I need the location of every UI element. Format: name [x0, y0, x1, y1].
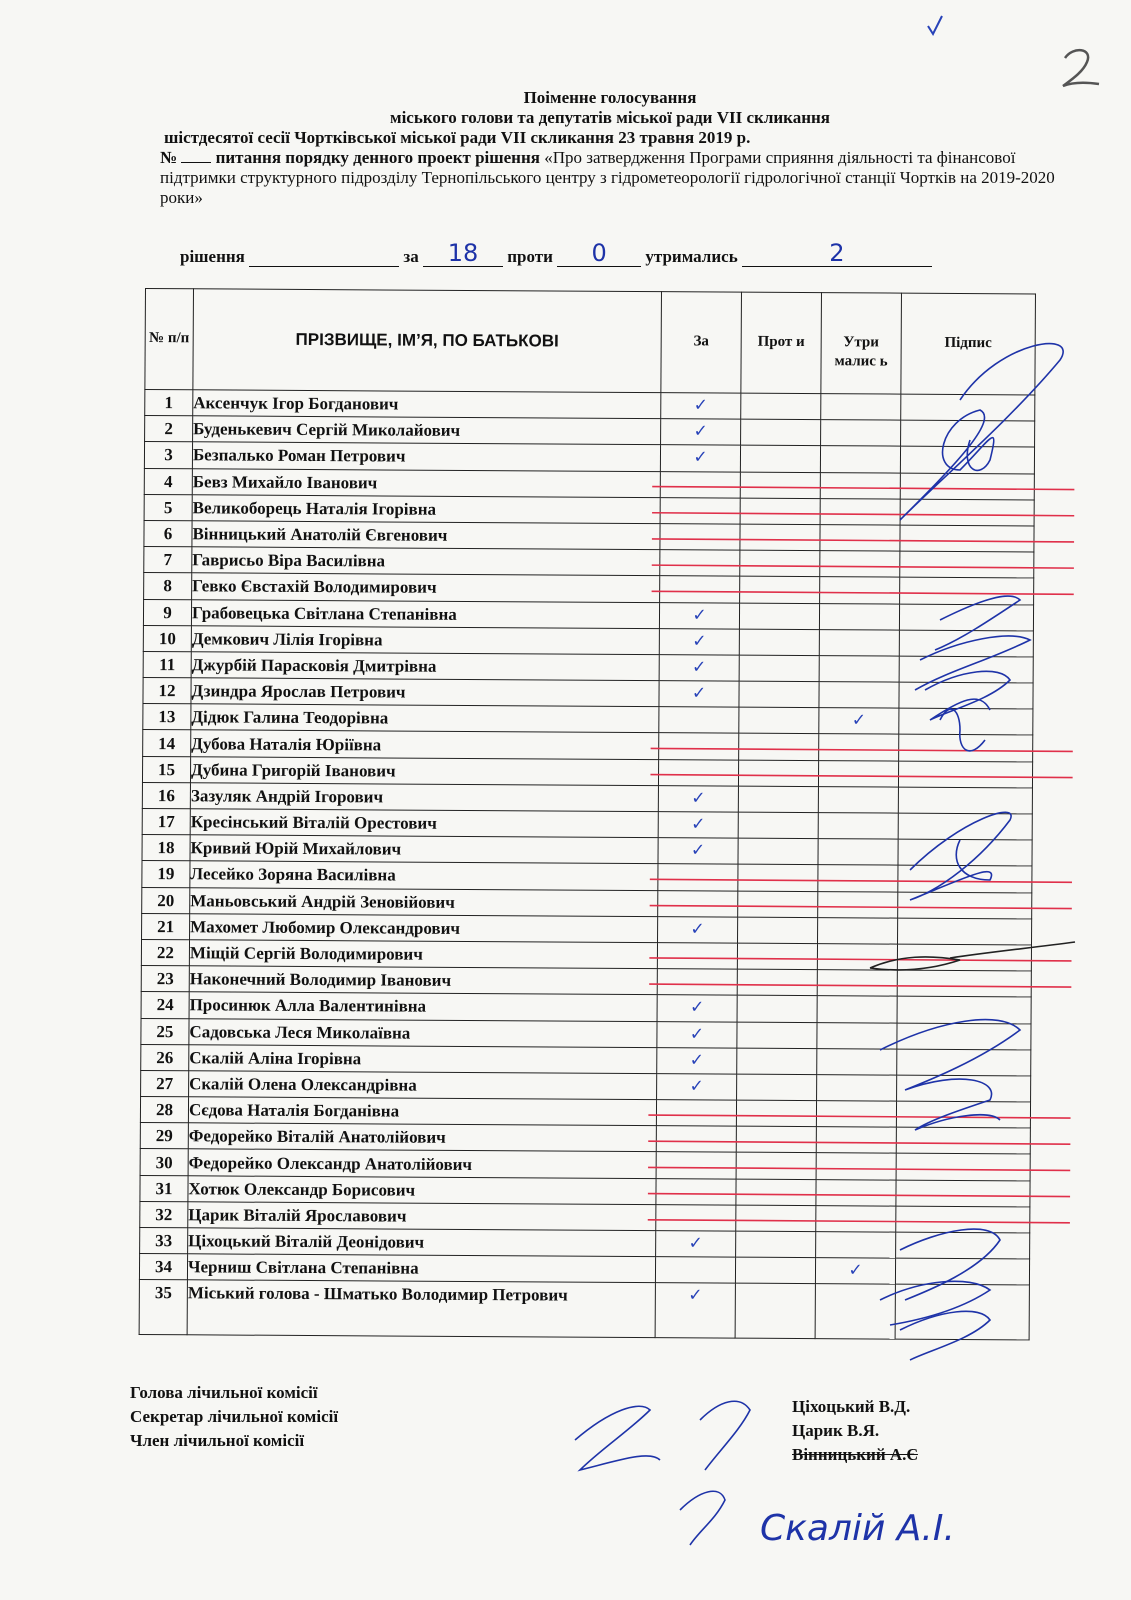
vote-against-cell: [738, 838, 818, 865]
signature-cell: [900, 446, 1034, 473]
row-number: 13: [143, 704, 191, 730]
vote-against-cell: [740, 524, 820, 551]
row-name: Скалій Аліна Ігорівна: [189, 1044, 657, 1073]
header-signature: Підпис: [901, 293, 1036, 395]
vote-against-cell: [741, 419, 821, 446]
vote-abstained-cell: [821, 394, 901, 421]
header-number: № п/п: [145, 289, 194, 390]
vote-against-cell: [739, 681, 819, 708]
against-label: проти: [507, 247, 553, 266]
vote-against-cell: [739, 734, 819, 761]
counting-commission-roles: [130, 1381, 338, 1453]
vote-abstained-cell: [819, 629, 899, 656]
vote-for-cell: ✓: [657, 995, 737, 1022]
issue-bold-text: питання порядку денного проект рішення: [215, 148, 540, 167]
for-count: 18: [423, 240, 503, 267]
row-number: 16: [142, 782, 190, 808]
row-number: 26: [141, 1044, 189, 1070]
vote-for-cell: [660, 524, 740, 551]
vote-for-cell: [656, 1100, 736, 1127]
counting-commission-names: [792, 1395, 918, 1467]
vote-abstained-cell: [818, 813, 898, 840]
vote-for-cell: [658, 864, 738, 891]
vote-for-cell: ✓: [657, 1047, 737, 1074]
role-chair: Голова лічильної комісії: [130, 1383, 318, 1402]
row-number: 11: [143, 651, 191, 677]
check-icon: [925, 14, 945, 38]
vote-against-cell: [738, 786, 818, 813]
row-number: 35: [139, 1280, 187, 1335]
signature-cell: [897, 970, 1031, 997]
row-name: Кривий Юрій Михайлович: [190, 835, 658, 864]
vote-against-cell: [740, 576, 820, 603]
signature-cell: [899, 604, 1033, 631]
vote-against-cell: [736, 1126, 816, 1153]
signature-cell: [897, 944, 1031, 971]
row-name: Дзиндра Ярослав Петрович: [191, 678, 659, 707]
vote-for-cell: ✓: [656, 1231, 736, 1258]
page-number: [1055, 42, 1105, 92]
row-name: Махомет Любомир Олександрович: [190, 914, 658, 943]
signature-cell: [896, 1127, 1030, 1154]
signature-cell: [898, 892, 1032, 919]
page-number-glyph: [1055, 42, 1105, 92]
signature-cell: [899, 682, 1033, 709]
vote-abstained-cell: [819, 734, 899, 761]
vote-against-cell: [739, 707, 819, 734]
vote-for-cell: [660, 576, 740, 603]
signature-cell: [898, 865, 1032, 892]
signature-cell: [897, 1049, 1031, 1076]
vote-for-cell: ✓: [659, 655, 739, 682]
name-secretary: Царик В.Я.: [792, 1421, 880, 1440]
row-number: 6: [144, 520, 192, 546]
row-number: 32: [140, 1201, 188, 1227]
row-number: 17: [142, 808, 190, 834]
vote-against-cell: [739, 603, 819, 630]
vote-abstained-cell: [820, 577, 900, 604]
vote-for-cell: [660, 550, 740, 577]
vote-abstained-cell: [818, 917, 898, 944]
vote-abstained-cell: [818, 891, 898, 918]
row-number: 22: [141, 939, 189, 965]
row-number: 12: [143, 678, 191, 704]
signature-cell: [897, 1075, 1031, 1102]
signature-footer-1: [575, 1406, 660, 1470]
signature-cell: [896, 1232, 1030, 1259]
vote-against-cell: [736, 1100, 816, 1127]
row-name: Великоборець Наталія Ігорівна: [192, 495, 660, 524]
row-name: Наконечний Володимир Іванович: [189, 966, 657, 995]
vote-against-cell: [738, 812, 818, 839]
row-name: Джурбій Парасковія Дмитрівна: [191, 652, 659, 681]
row-number: 3: [144, 442, 192, 468]
name-member: Вінницький А.Є: [792, 1445, 918, 1464]
header-name: ПРІЗВИЩЕ, ІМ’Я, ПО БАТЬКОВІ: [193, 289, 662, 393]
table-row: [139, 1280, 1029, 1340]
row-name: Ціхоцький Віталій Деонідович: [188, 1228, 656, 1257]
row-name: Маньовський Андрій Зеновійович: [190, 887, 658, 916]
abstained-label: утримались: [645, 247, 738, 266]
vote-abstained-cell: [821, 420, 901, 447]
row-name: Гевко Євстахій Володимирович: [192, 573, 660, 602]
vote-against-cell: [736, 1205, 816, 1232]
signature-cell: [899, 656, 1033, 683]
row-number: 2: [145, 416, 193, 442]
vote-abstained-cell: [819, 656, 899, 683]
vote-abstained-cell: [816, 1101, 896, 1128]
row-number: 24: [141, 992, 189, 1018]
row-name: Хотюк Олександр Борисович: [188, 1175, 656, 1204]
issue-number-blank: [181, 148, 211, 163]
vote-for-cell: [655, 1257, 735, 1284]
vote-abstained-cell: [818, 786, 898, 813]
vote-against-cell: [738, 917, 818, 944]
header-for: За: [661, 292, 742, 393]
row-name: Федорейко Віталій Анатолійович: [188, 1123, 656, 1152]
vote-against-cell: [736, 1179, 816, 1206]
vote-abstained-cell: [820, 498, 900, 525]
vote-abstained-cell: [820, 525, 900, 552]
vote-for-cell: [657, 943, 737, 970]
signature-cell: [900, 473, 1034, 500]
row-name: Демкович Лілія Ігорівна: [191, 625, 659, 654]
document-header: [160, 88, 1060, 208]
row-number: 31: [140, 1175, 188, 1201]
vote-against-cell: [737, 995, 817, 1022]
signature-cell: [895, 1258, 1029, 1285]
vote-for-cell: ✓: [659, 681, 739, 708]
row-name: Вінницький Анатолій Євгенович: [192, 521, 660, 550]
row-name: Дубина Григорій Іванович: [190, 756, 658, 785]
issue-number-label: №: [160, 148, 178, 167]
row-number: 10: [143, 625, 191, 651]
abstained-count: 2: [742, 240, 932, 267]
vote-against-cell: [737, 1074, 817, 1101]
vote-abstained-cell: [816, 1153, 896, 1180]
vote-against-cell: [740, 550, 820, 577]
row-number: 28: [140, 1097, 188, 1123]
row-name: Дідюк Галина Теодорівна: [191, 704, 659, 733]
signature-cell: [896, 1154, 1030, 1181]
row-number: 21: [142, 913, 190, 939]
row-name: Міщій Сергій Володимирович: [189, 940, 657, 969]
vote-against-cell: [740, 498, 820, 525]
signature-cell: [899, 735, 1033, 762]
vote-abstained-cell: [819, 682, 899, 709]
row-number: 25: [141, 1018, 189, 1044]
vote-against-cell: [735, 1284, 815, 1339]
signature-cell: [901, 394, 1035, 421]
vote-for-cell: ✓: [659, 602, 739, 629]
signature-cell: [898, 839, 1032, 866]
voting-table: [139, 288, 1036, 1341]
vote-against-cell: [736, 1153, 816, 1180]
signature-footer-3: [680, 1491, 725, 1545]
header-abstained: Утри малис ь: [821, 293, 902, 394]
signature-cell: [900, 525, 1034, 552]
row-name: Дубова Наталія Юріївна: [191, 730, 659, 759]
signature-cell: [898, 761, 1032, 788]
signature-cell: [901, 420, 1035, 447]
row-number: 20: [142, 887, 190, 913]
row-name: Царик Віталій Ярославович: [188, 1202, 656, 1231]
vote-for-cell: ✓: [658, 785, 738, 812]
vote-for-cell: [660, 497, 740, 524]
signature-cell: [899, 630, 1033, 657]
signature-cell: [898, 918, 1032, 945]
vote-for-cell: ✓: [655, 1283, 735, 1338]
vote-abstained-cell: [816, 1127, 896, 1154]
row-name: Кресінський Віталій Орестович: [190, 809, 658, 838]
vote-for-cell: [656, 1204, 736, 1231]
row-number: 4: [144, 468, 192, 494]
vote-for-cell: ✓: [659, 628, 739, 655]
vote-for-cell: [657, 969, 737, 996]
signature-cell: [898, 813, 1032, 840]
vote-abstained-cell: [817, 970, 897, 997]
row-name: Гаврисьо Віра Василівна: [192, 547, 660, 576]
decision-blank: [249, 240, 399, 267]
vote-for-cell: [656, 1126, 736, 1153]
row-number: 7: [144, 547, 192, 573]
signature-footer-2: [700, 1401, 750, 1470]
vote-for-cell: [659, 733, 739, 760]
vote-against-cell: [741, 393, 821, 420]
row-name: Бевз Михайло Іванович: [192, 468, 660, 497]
vote-abstained-cell: [818, 839, 898, 866]
row-number: 29: [140, 1123, 188, 1149]
vote-abstained-cell: [815, 1284, 895, 1339]
vote-abstained-cell: [816, 1179, 896, 1206]
issue-text: «Про затвердження Програми сприяння діяльності та фінансової підтримки структурного підрозділу Тернопільського центру з гідрометеорології гідрологічної станції Чортків на 2019-2020 роки»: [160, 148, 1055, 207]
vote-for-cell: ✓: [661, 393, 741, 420]
vote-abstained-cell: [817, 944, 897, 971]
signature-cell: [897, 996, 1031, 1023]
table-header-row: [145, 289, 1036, 395]
row-number: 9: [143, 599, 191, 625]
row-number: 34: [139, 1254, 187, 1280]
for-label: за: [403, 247, 419, 266]
vote-for-cell: ✓: [658, 838, 738, 865]
row-number: 33: [140, 1227, 188, 1253]
row-number: 8: [144, 573, 192, 599]
vote-abstained-cell: ✓: [819, 708, 899, 735]
vote-against-cell: [739, 629, 819, 656]
header-line-2: шістдесятої сесії Чортківської міської ради VII скликання 23 травня 2019 р.: [164, 128, 751, 147]
vote-abstained-cell: [816, 1205, 896, 1232]
issue-description: [160, 148, 1060, 208]
corner-tick-mark: [925, 14, 945, 38]
vote-for-cell: ✓: [657, 1021, 737, 1048]
signature-cell: [899, 708, 1033, 735]
vote-for-cell: ✓: [661, 419, 741, 446]
decision-label: рішення: [180, 247, 245, 266]
signature-cell: [900, 551, 1034, 578]
header-line-1: міського голови та депутатів міської ради VII скликання: [390, 108, 830, 127]
row-name: Грабовецька Світлана Степанівна: [191, 599, 659, 628]
vote-result-line: [180, 240, 932, 267]
vote-abstained-cell: [817, 996, 897, 1023]
vote-abstained-cell: [818, 760, 898, 787]
vote-for-cell: ✓: [657, 1074, 737, 1101]
table-body: [139, 390, 1035, 1341]
vote-abstained-cell: [819, 603, 899, 630]
row-number: 27: [141, 1070, 189, 1096]
vote-for-cell: [656, 1152, 736, 1179]
vote-for-cell: [656, 1178, 736, 1205]
row-name: Буденькевич Сергій Миколайович: [193, 416, 661, 445]
vote-abstained-cell: [820, 446, 900, 473]
row-number: 1: [145, 390, 193, 416]
vote-abstained-cell: [820, 551, 900, 578]
handwritten-footer-note: Скалій А.І.: [760, 1508, 955, 1549]
vote-against-cell: [740, 472, 820, 499]
vote-against-cell: [738, 865, 818, 892]
row-number: 30: [140, 1149, 188, 1175]
vote-for-cell: [658, 890, 738, 917]
row-name: Садовська Леся Миколаївна: [189, 1018, 657, 1047]
vote-for-cell: [659, 707, 739, 734]
vote-against-cell: [737, 1048, 817, 1075]
signature-cell: [900, 499, 1034, 526]
vote-abstained-cell: [817, 1074, 897, 1101]
signature-cell: [896, 1206, 1030, 1233]
row-number: 14: [143, 730, 191, 756]
vote-abstained-cell: [818, 865, 898, 892]
signature-cell: [895, 1284, 1029, 1340]
signature-cell: [897, 1023, 1031, 1050]
header-against: Прот и: [741, 292, 822, 393]
row-number: 18: [142, 835, 190, 861]
vote-against-cell: [738, 760, 818, 787]
signature-cell: [896, 1180, 1030, 1207]
name-chair: Ціхоцький В.Д.: [792, 1397, 911, 1416]
vote-against-cell: [737, 1022, 817, 1049]
signature-cell: [898, 787, 1032, 814]
signature-cell: [896, 1101, 1030, 1128]
role-secretary: Секретар лічильної комісії: [130, 1407, 339, 1426]
vote-for-cell: ✓: [660, 445, 740, 472]
vote-abstained-cell: [817, 1048, 897, 1075]
row-name: Черниш Світлана Степанівна: [187, 1254, 655, 1283]
against-count: 0: [557, 240, 641, 267]
role-member: Член лічильної комісії: [130, 1431, 305, 1450]
vote-against-cell: [736, 1231, 816, 1258]
row-name: Скалій Олена Олександрівна: [189, 1071, 657, 1100]
row-number: 5: [144, 494, 192, 520]
row-name: Безпалько Роман Петрович: [192, 442, 660, 471]
vote-abstained-cell: [816, 1232, 896, 1259]
vote-for-cell: ✓: [658, 916, 738, 943]
row-name: Аксенчук Ігор Богданович: [193, 390, 661, 419]
row-name: Зазуляк Андрій Ігорович: [190, 783, 658, 812]
row-name: Федорейко Олександр Анатолійович: [188, 1149, 656, 1178]
row-name: Лесейко Зоряна Василівна: [190, 861, 658, 890]
row-name: Міський голова - Шматько Володимир Петрович: [187, 1280, 655, 1338]
signature-cell: [900, 577, 1034, 604]
vote-against-cell: [735, 1257, 815, 1284]
row-number: 15: [142, 756, 190, 782]
vote-for-cell: [658, 759, 738, 786]
document-title: Поіменне голосування: [523, 88, 697, 107]
row-number: 19: [142, 861, 190, 887]
vote-against-cell: [737, 969, 817, 996]
row-name: Сєдова Наталія Богданівна: [188, 1097, 656, 1126]
row-name: Просинюк Алла Валентинівна: [189, 992, 657, 1021]
vote-abstained-cell: ✓: [815, 1258, 895, 1285]
vote-against-cell: [738, 891, 818, 918]
vote-against-cell: [737, 943, 817, 970]
vote-for-cell: ✓: [658, 812, 738, 839]
vote-against-cell: [740, 446, 820, 473]
vote-for-cell: [660, 471, 740, 498]
row-number: 23: [141, 966, 189, 992]
vote-abstained-cell: [817, 1022, 897, 1049]
vote-abstained-cell: [820, 472, 900, 499]
vote-against-cell: [739, 655, 819, 682]
